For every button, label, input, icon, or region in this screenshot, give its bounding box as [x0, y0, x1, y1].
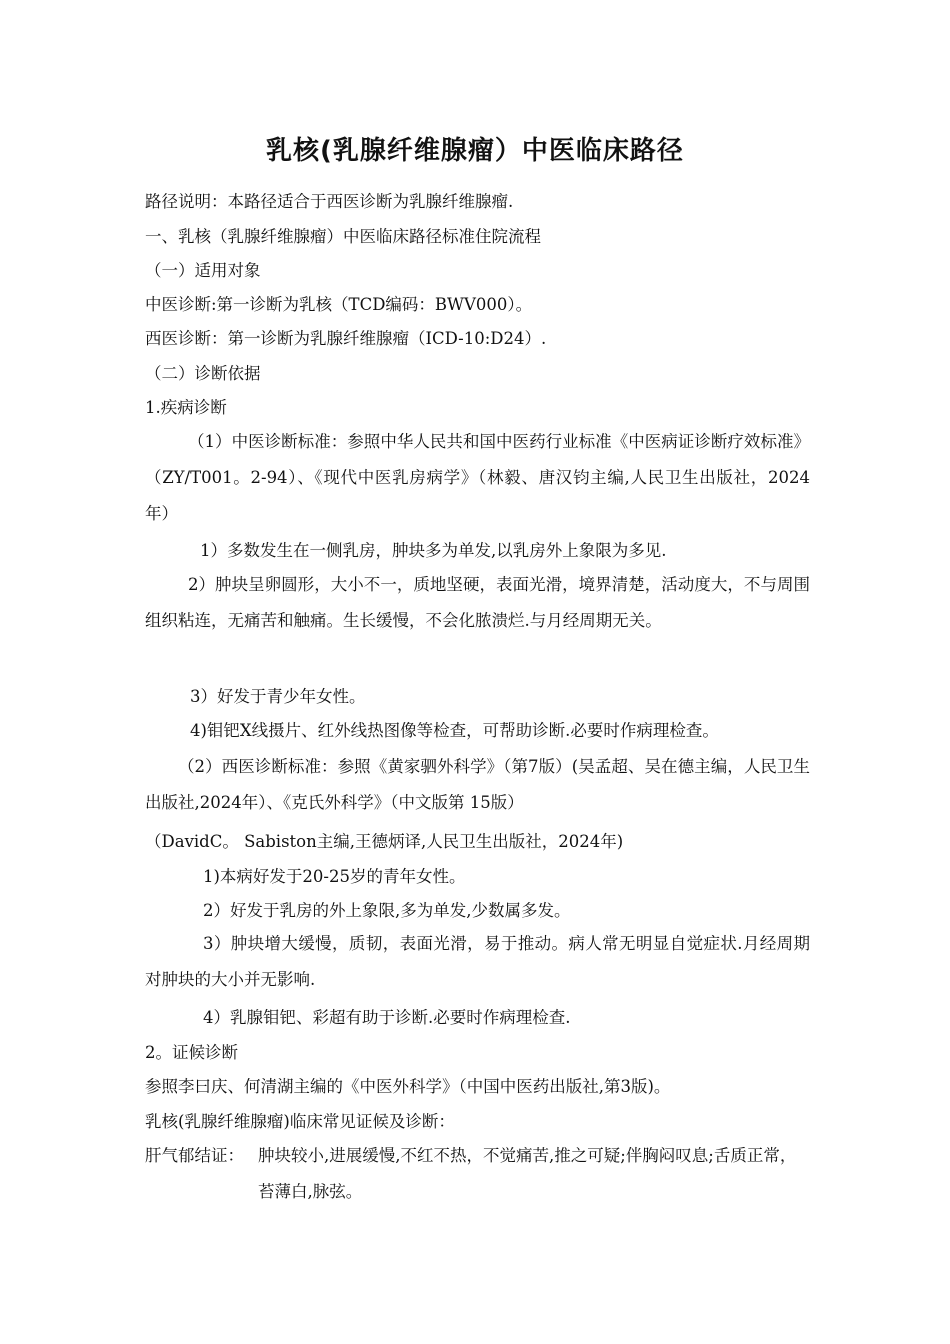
western-criterion-3: 3）肿块增大缓慢，质韧，表面光滑，易于推动。病人常无明显自觉症状.月经周期对肿块的大小并无影响.: [145, 934, 810, 989]
tcm-criterion-2: 2）肿块呈卵圆形，大小不一，质地坚硬，表面光滑，境界清楚，活动度大，不与周围组织粘连，无痛苦和触痛。生长缓慢，不会化脓溃烂.与月经周期无关。: [145, 575, 810, 630]
western-standard-continuation: （DavidC。 Sabiston主编,王德炳译,人民卫生出版社，2024年): [145, 832, 624, 851]
document-title: 乳核(乳腺纤维腺瘤）中医临床路径: [266, 136, 684, 166]
tcm-standard-paragraph: （1）中医诊断标准：参照中华人民共和国中医药行业标准《中医病证诊断疗效标准》（ZY/T001。2-94）、《现代中医乳房病学》（林毅、唐汉钧主编,人民卫生出版社，2024年）: [145, 432, 810, 523]
syndrome-intro: 乳核(乳腺纤维腺瘤)临床常见证候及诊断：: [145, 1112, 455, 1131]
western-criterion-1: 1)本病好发于20-25岁的青年女性。: [203, 867, 466, 886]
western-diagnosis-text: 西医诊断：第一诊断为乳腺纤维腺瘤（ICD-10:D24）.: [145, 329, 547, 348]
western-criterion-2: 2）好发于乳房的外上象限,多为单发,少数属多发。: [203, 901, 571, 920]
syndrome-reference: 参照李曰庆、何清湖主编的《中医外科学》（中国中医药出版社,第3版)。: [145, 1077, 671, 1096]
liver-qi-syndrome-label: 肝气郁结证：: [145, 1146, 244, 1165]
tcm-criterion-4: 4)钼钯X线摄片、红外线热图像等检查，可帮助诊断.必要时作病理检查。: [190, 721, 719, 740]
section-heading-1: 一、乳核（乳腺纤维腺瘤）中医临床路径标准住院流程: [145, 227, 541, 246]
western-criterion-4: 4）乳腺钼钯、彩超有助于诊断.必要时作病理检查.: [203, 1008, 571, 1027]
liver-qi-syndrome-description: 肿块较小,进展缓慢,不红不热，不觉痛苦,推之可疑;伴胸闷叹息;舌质正常，苔薄白,脉弦。: [258, 1146, 797, 1201]
tcm-criterion-1: 1）多数发生在一侧乳房，肿块多为单发,以乳房外上象限为多见.: [200, 541, 667, 560]
liver-qi-syndrome: [145, 1138, 810, 1210]
subsection-heading-applicable: （一）适用对象: [145, 261, 261, 280]
tcm-criterion-3: 3）好发于青少年女性。: [190, 687, 366, 706]
path-note: 路径说明：本路径适合于西医诊断为乳腺纤维腺瘤.: [145, 192, 514, 211]
disease-diagnosis-heading: 1.疾病诊断: [145, 398, 227, 417]
western-standard-paragraph: （2）西医诊断标准：参照《黄家驷外科学》（第7版）(吴孟超、吴在德主编，人民卫生出版社,2024年）、《克氏外科学》（中文版第 15版）: [145, 757, 810, 812]
subsection-heading-basis: （二）诊断依据: [145, 364, 261, 383]
syndrome-diagnosis-heading: 2。证候诊断: [145, 1043, 238, 1062]
tcm-diagnosis-text: 中医诊断:第一诊断为乳核（TCD编码：BWV000）。: [145, 295, 533, 314]
